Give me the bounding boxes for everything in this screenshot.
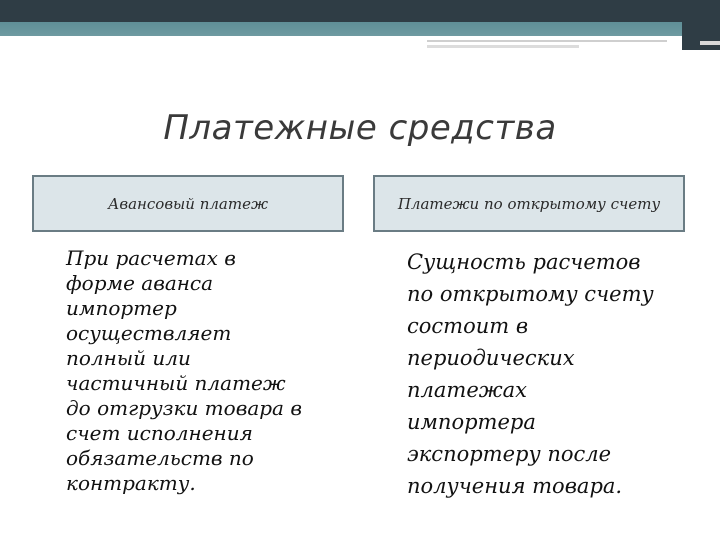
top-decor-teal-band <box>0 22 720 36</box>
decor-line <box>700 41 720 45</box>
decor-line <box>427 40 667 42</box>
decor-line <box>427 45 579 48</box>
right-column-header-label: Платежи по открытому счету <box>397 194 661 213</box>
top-decor-bar <box>0 0 720 22</box>
slide-title: Платежные средства <box>163 108 557 148</box>
left-column-header-label: Авансовый платеж <box>107 194 269 213</box>
left-column-header <box>32 175 344 232</box>
right-column-body: Сущность расчетов по открытому счету состоит в периодических платежах импортера экспортеру после получения товара. <box>407 250 654 498</box>
left-column-body: При расчетах в форме аванса импортер осуществляет полный или частичный платеж до отгрузки товара в счет исполнения обязательств по контракту. <box>66 246 302 495</box>
right-column-header <box>373 175 685 232</box>
